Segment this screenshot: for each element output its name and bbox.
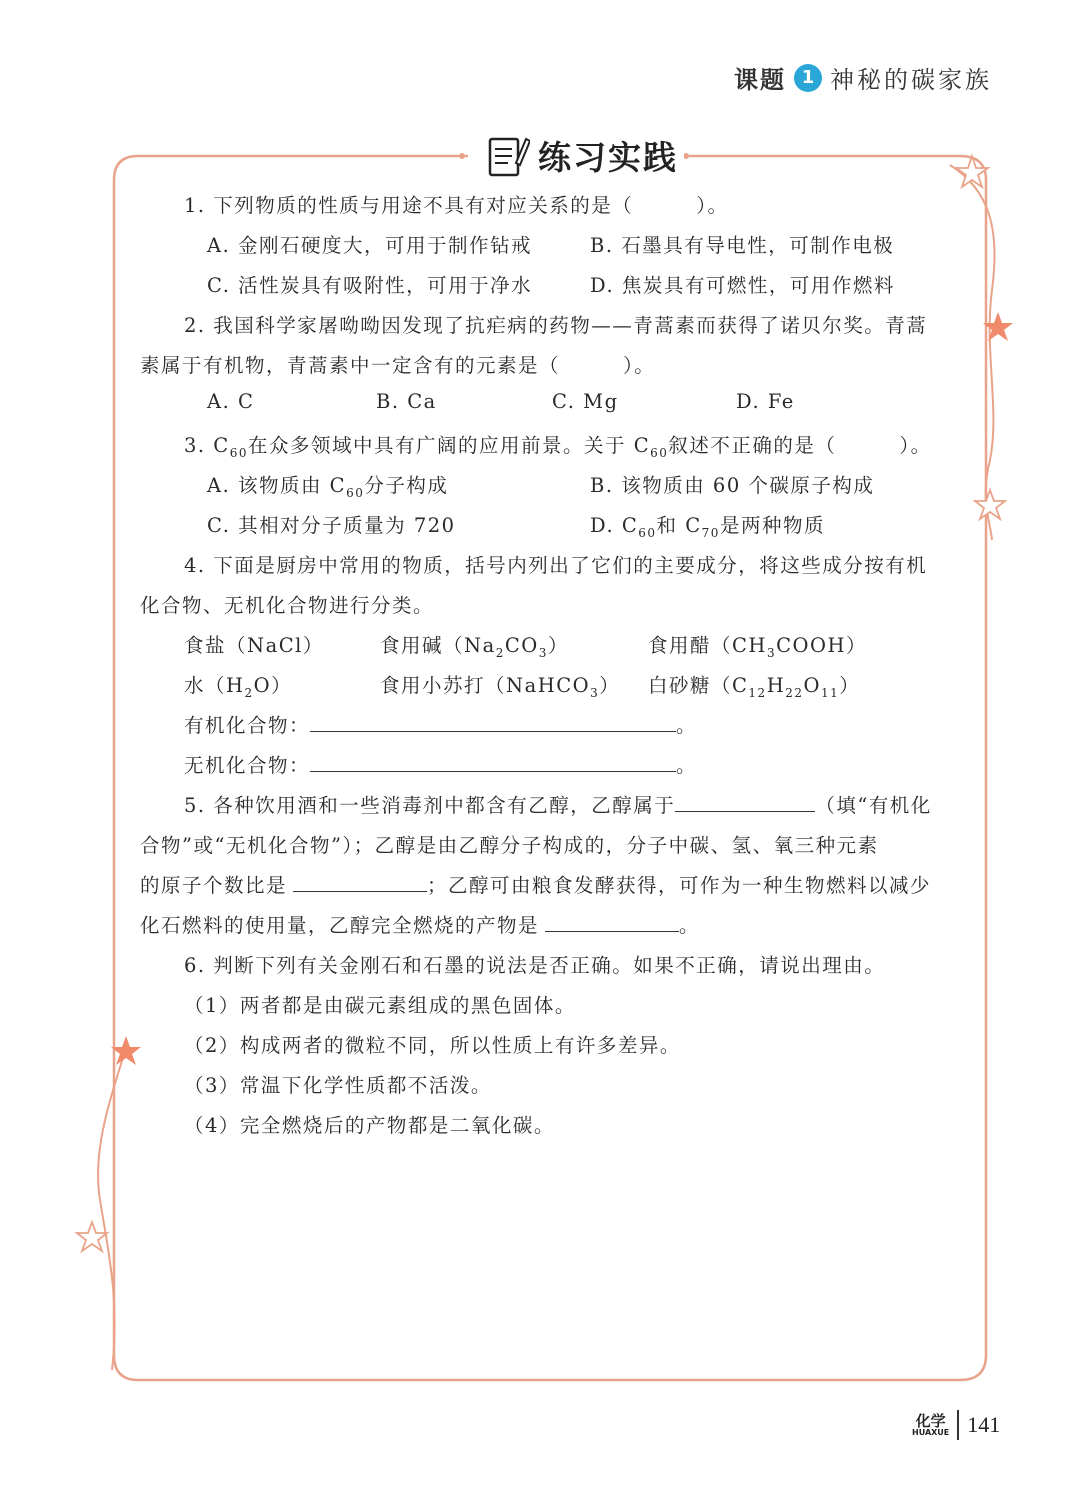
question-5-line4: 化石燃料的使用量，乙醇完全燃烧的产物是 。 <box>140 914 701 937</box>
inorganic-answer-blank[interactable] <box>310 770 676 772</box>
question-1-stem: 1. 下列物质的性质与用途不具有对应关系的是（ ）。 <box>184 194 729 217</box>
chapter-number-badge: 1 <box>794 64 822 92</box>
substance-soda: 食用碱$(Na_2CO_3)$ <box>380 634 569 660</box>
notebook-pencil-icon <box>486 133 530 179</box>
inorganic-answer-row: 无机化合物： 。 <box>184 754 698 777</box>
organic-answer-row: 有机化合物： 。 <box>184 714 698 737</box>
substance-sugar: 白砂糖$(C_{12}H_{22}O_{11})$ <box>648 674 861 700</box>
star-icon <box>77 1222 107 1251</box>
section-title <box>480 132 684 179</box>
question-1-option-a: A. 金刚石硬度大，可用于制作钻戒 <box>207 234 532 257</box>
question-2-option-a: A. C <box>207 390 255 413</box>
substance-vinegar: 食用醋$(CH_3COOH)$ <box>648 634 867 660</box>
question-5-line1: 5. 各种饮用酒和一些消毒剂中都含有乙醇，乙醇属于 （填“有机化 <box>184 794 932 817</box>
q5-category-blank[interactable] <box>675 810 815 812</box>
question-2-option-b: B. Ca <box>376 390 437 413</box>
question-5-line2: 合物”或“无机化合物”）；乙醇是由乙醇分子构成的，分子中碳、氢、氧三种元素 <box>140 834 879 857</box>
organic-answer-blank[interactable] <box>310 730 676 732</box>
question-4-stem-line1: 4. 下面是厨房中常用的物质，括号内列出了它们的主要成分，将这些成分按有机 <box>184 554 928 577</box>
chapter-header <box>734 60 992 95</box>
substance-salt: 食盐（NaCl） <box>184 634 324 657</box>
subject-label: 化学 HUAXUE <box>912 1411 950 1437</box>
question-6-stem: 6. 判断下列有关金刚石和石墨的说法是否正确。如果不正确，请说出理由。 <box>184 954 886 977</box>
q5-ratio-blank[interactable] <box>293 890 427 892</box>
question-6-item-3: （3）常温下化学性质都不活泼。 <box>184 1074 492 1097</box>
question-5-line3: 的原子个数比是 ；乙醇可由粮食发酵获得，可作为一种生物燃料以减少 <box>140 874 932 897</box>
star-icon <box>983 312 1013 341</box>
question-3-option-d: D. $C_{60}$和 $C_{70}$是两种物质 <box>590 514 825 540</box>
chapter-prefix: 课题 <box>734 66 786 94</box>
question-2-option-c: C. Mg <box>552 390 619 413</box>
question-2-stem-line1: 2. 我国科学家屠呦呦因发现了抗疟病的药物——青蒿素而获得了诺贝尔奖。青蒿 <box>184 314 928 337</box>
question-3-option-c: C. 其相对分子质量为 720 <box>207 514 456 537</box>
question-3-option-b: B. 该物质由 60 个碳原子构成 <box>590 474 875 497</box>
q5-products-blank[interactable] <box>545 930 679 932</box>
chapter-title: 神秘的碳家族 <box>830 66 992 94</box>
page-footer <box>912 1410 1000 1440</box>
section-title-label: 练习实践 <box>538 138 678 177</box>
question-2-stem-line2: 素属于有机物，青蒿素中一定含有的元素是（ ）。 <box>140 354 656 377</box>
question-1-option-c: C. 活性炭具有吸附性，可用于净水 <box>207 274 533 297</box>
star-icon <box>975 490 1005 519</box>
question-2-option-d: D. Fe <box>736 390 795 413</box>
page-number: 141 <box>967 1412 1001 1437</box>
question-1-option-b: B. 石墨具有导电性，可制作电极 <box>590 234 895 257</box>
question-3-option-a: A. 该物质由 $C_{60}$分子构成 <box>207 474 449 500</box>
question-6-item-2: （2）构成两者的微粒不同，所以性质上有许多差异。 <box>184 1034 681 1057</box>
question-6-item-4: （4）完全燃烧后的产物都是二氧化碳。 <box>184 1114 555 1137</box>
question-4-stem-line2: 化合物、无机化合物进行分类。 <box>140 594 435 617</box>
substance-water: 水$(H_2O)$ <box>184 674 293 700</box>
substance-baking-soda: 食用小苏打（NaHCO$_3$） <box>380 674 621 700</box>
question-1-option-d: D. 焦炭具有可燃性，可用作燃料 <box>590 274 895 297</box>
question-6-item-1: （1）两者都是由碳元素组成的黑色固体。 <box>184 994 576 1017</box>
star-icon <box>111 1036 141 1065</box>
footer-divider <box>957 1410 959 1440</box>
question-3-stem: 3. $C_{60}$在众多领域中具有广阔的应用前景。关于 $C_{60}$叙述不正确的是（ ）。 <box>184 434 932 460</box>
